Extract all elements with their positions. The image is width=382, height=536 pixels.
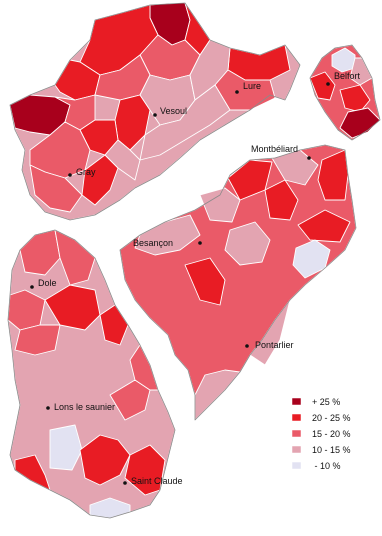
city-label-lure: Lure: [243, 81, 262, 91]
city-label-belfort: Belfort: [334, 71, 361, 81]
city-dot-vesoul: [153, 113, 157, 117]
city-label-pontarlier: Pontarlier: [255, 340, 294, 350]
city-label-saint-claude: Saint Claude: [131, 476, 183, 486]
legend-swatch-4: [292, 446, 301, 453]
city-dot-lure: [235, 90, 239, 94]
city-dot-besancon: [198, 241, 202, 245]
city-dot-dole: [30, 285, 34, 289]
legend-label-1: + 25 %: [312, 397, 341, 407]
legend-swatch-5: [292, 462, 301, 469]
legend-label-3: 15 - 20 %: [312, 429, 351, 439]
city-label-besancon: Besançon: [133, 238, 174, 248]
legend-label-2: 20 - 25 %: [312, 413, 351, 423]
city-dot-belfort: [326, 82, 330, 86]
city-label-vesoul: Vesoul: [160, 106, 188, 116]
city-label-gray: Gray: [76, 167, 96, 177]
canton-lure-red: [228, 45, 290, 80]
city-label-lons-le-saunier: Lons le saunier: [54, 402, 116, 412]
legend: [292, 397, 351, 471]
city-dot-montbeliard: [307, 156, 311, 160]
city-dot-lons-le-saunier: [46, 406, 50, 410]
city-label-montbeliard: Montbéliard: [251, 144, 299, 154]
belfort-region: [310, 45, 380, 140]
city-dot-gray: [68, 173, 72, 177]
legend-label-5: - 10 %: [312, 461, 341, 471]
canton-jura-mid-2: [15, 325, 60, 355]
city-dot-pontarlier: [245, 344, 249, 348]
city-dot-saint-claude: [123, 481, 127, 485]
legend-swatch-3: [292, 430, 301, 437]
legend-label-4: 10 - 15 %: [312, 445, 351, 455]
city-label-dole: Dole: [38, 278, 57, 288]
legend-swatch-2: [292, 414, 301, 421]
doubs-region: [120, 145, 356, 420]
legend-swatch-1: [292, 398, 301, 405]
